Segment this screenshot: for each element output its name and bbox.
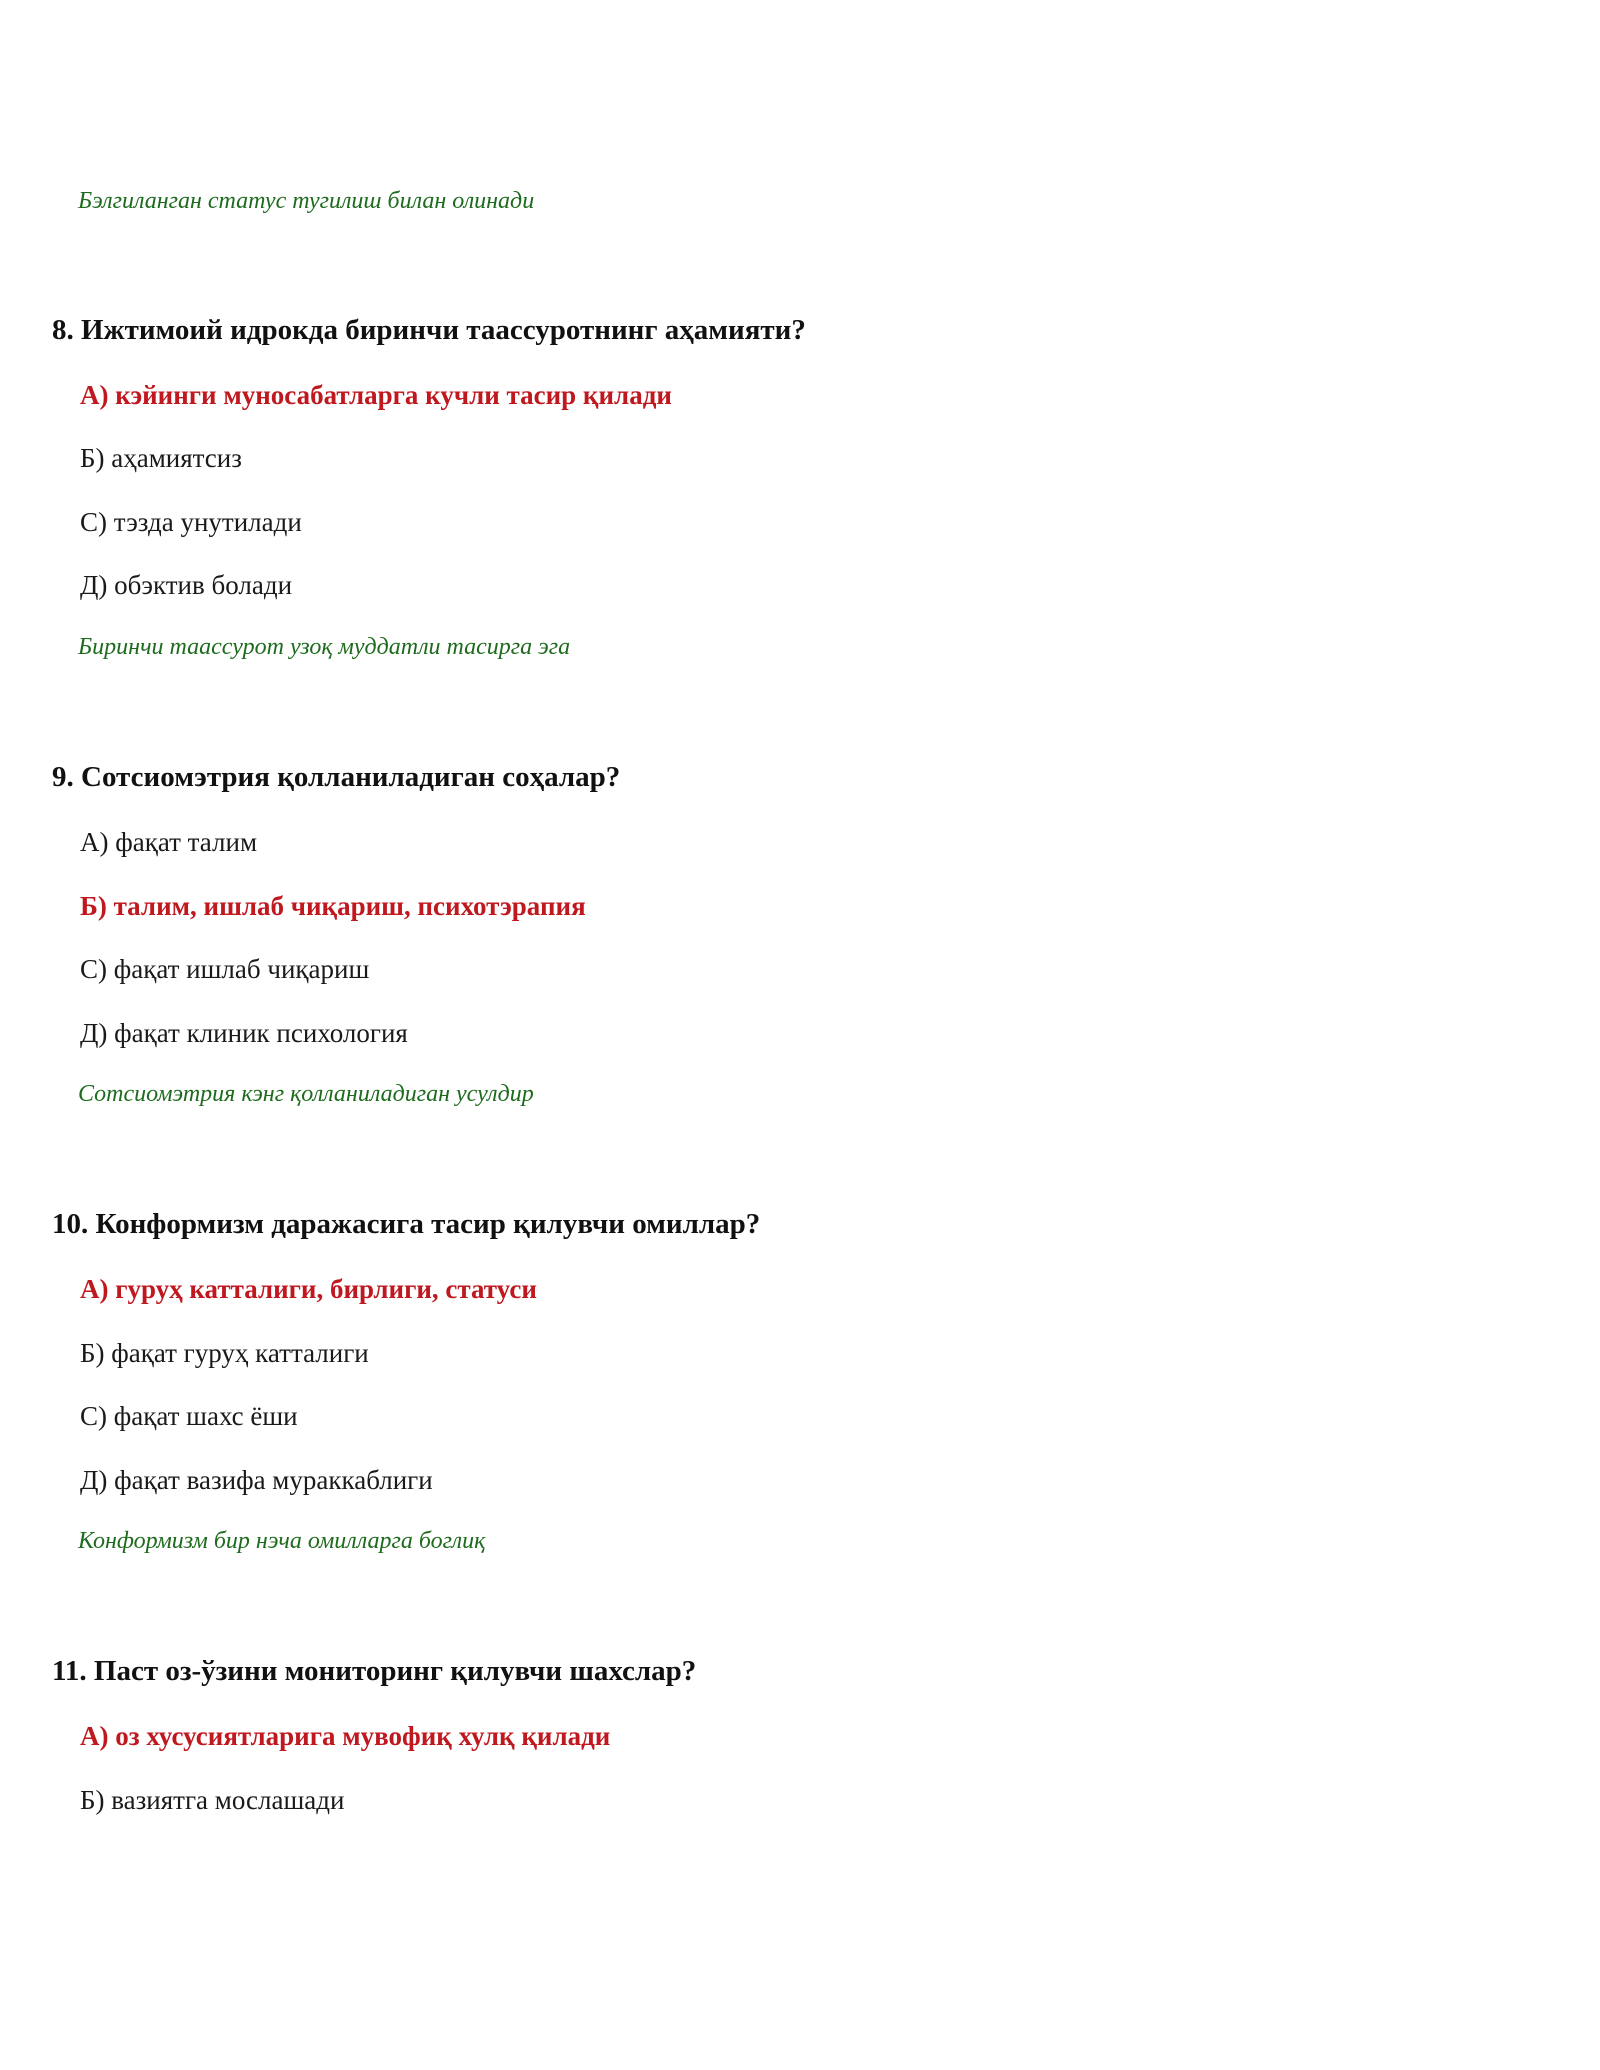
question-10-option-d: Д) фақат вазифа мураккаблиги xyxy=(80,1465,433,1495)
question-10-explanation: Конформизм бир нэча омилларга боглиқ xyxy=(78,1528,486,1554)
question-8-option-d: Д) обэктив болади xyxy=(80,570,293,600)
question-9-option-a: А) фақат талим xyxy=(80,827,258,857)
question-9-option-b-correct: Б) талим, ишлаб чиқариш, психотэрапия xyxy=(80,891,586,921)
question-11-option-a-correct: А) оз хусусиятларига мувофиқ хулқ қилади xyxy=(80,1721,611,1751)
explanation-note: Бэлгиланган статус тугилиш билан олинади xyxy=(78,188,535,214)
question-8-explanation: Биринчи таассурот узоқ муддатли тасирга эга xyxy=(78,634,571,660)
question-9-option-c: С) фақат ишлаб чиқариш xyxy=(80,954,370,984)
question-9-explanation: Сотсиомэтрия кэнг қолланиладиган усулдир xyxy=(78,1081,534,1107)
question-10-option-b: Б) фақат гуруҳ катталиги xyxy=(80,1338,369,1368)
question-9-option-d: Д) фақат клиник психология xyxy=(80,1018,408,1048)
question-9-title: 9. Сотсиомэтрия қолланиладиган соҳалар? xyxy=(52,761,621,793)
question-11-option-b: Б) вазиятга мослашади xyxy=(80,1785,345,1815)
question-10-title: 10. Конформизм даражасига тасир қилувчи омиллар? xyxy=(52,1208,761,1240)
question-10-option-a-correct: А) гуруҳ катталиги, бирлиги, статуси xyxy=(80,1274,537,1304)
question-8-option-c: С) тэзда унутилади xyxy=(80,507,302,537)
question-11-title: 11. Паст оз-ўзини мониторинг қилувчи шахслар? xyxy=(52,1655,697,1687)
question-8-option-a-correct: А) кэйинги муносабатларга кучли тасир қилади xyxy=(80,380,672,410)
question-8-title: 8. Ижтимоий идрокда биринчи таассуротнинг аҳамияти? xyxy=(52,314,806,346)
question-8-option-b: Б) аҳамиятсиз xyxy=(80,443,242,473)
question-10-option-c: С) фақат шахс ёши xyxy=(80,1401,298,1431)
